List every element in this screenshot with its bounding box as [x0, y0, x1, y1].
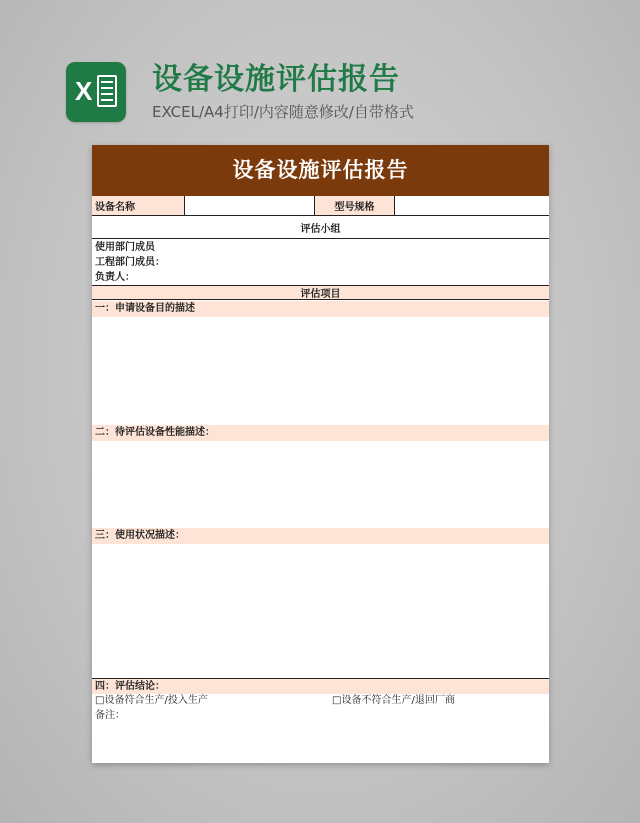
- report-header: 设备设施评估报告: [92, 145, 549, 196]
- member-engineering: 工程部门成员：: [95, 257, 165, 268]
- section-usage-heading: 三：使用状况描述：: [92, 528, 549, 544]
- member-responsible: 负责人：: [95, 272, 135, 283]
- section-performance: [92, 425, 549, 528]
- team-heading: 评估小组: [300, 224, 341, 235]
- items-row: [92, 285, 549, 300]
- excel-icon: [66, 62, 126, 122]
- model-value[interactable]: [395, 196, 549, 215]
- member-user-dept: 使用部门成员: [95, 242, 155, 253]
- section-purpose: [92, 301, 549, 418]
- option-conforms[interactable]: □设备符合生产/投入生产: [95, 695, 208, 706]
- report-sheet: [92, 145, 549, 763]
- equipment-row: [92, 196, 549, 216]
- model-label: 型号规格: [315, 196, 395, 215]
- banner-subtitle: EXCEL/A4打印/内容随意修改/自带格式: [152, 103, 414, 121]
- sheet-icon: [97, 75, 117, 107]
- remark-label: 备注：: [95, 710, 125, 721]
- equipment-name-value[interactable]: [185, 196, 315, 215]
- section-usage: [92, 528, 549, 678]
- equipment-name-label: 设备名称: [92, 196, 185, 215]
- items-heading: 评估项目: [92, 286, 549, 299]
- team-row: [92, 217, 549, 239]
- excel-letter: X: [75, 76, 93, 106]
- team-members: [92, 240, 549, 285]
- section-purpose-heading: 一：申请设备目的描述: [92, 301, 549, 317]
- option-nonconforms[interactable]: □设备不符合生产/退回厂商: [332, 695, 455, 706]
- section-performance-heading: 二：待评估设备性能描述：: [92, 425, 549, 441]
- banner-title: 设备设施评估报告: [152, 62, 400, 97]
- section-conclusion: [92, 678, 549, 693]
- section-conclusion-heading: 四：评估结论：: [92, 679, 549, 694]
